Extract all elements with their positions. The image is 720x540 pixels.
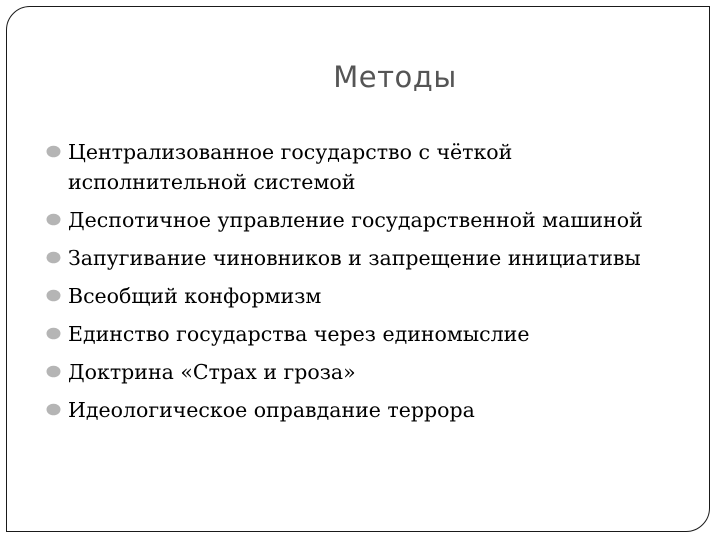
bullet-item: [46, 357, 666, 387]
oval-bullet-icon: [46, 251, 61, 264]
oval-bullet-icon: [46, 289, 61, 302]
bullet-text: Деспотичное управление государственной машиной: [68, 208, 643, 232]
bullet-item: [46, 395, 666, 425]
bullet-item: [46, 243, 666, 273]
oval-bullet-icon: [46, 403, 61, 416]
bullet-text: Всеобщий конформизм: [68, 284, 322, 308]
oval-bullet-icon: [46, 365, 61, 378]
bullet-text: Доктрина «Страх и гроза»: [68, 360, 356, 384]
bullet-text: Единство государства через единомыслие: [68, 322, 530, 346]
oval-bullet-icon: [46, 327, 61, 340]
bullet-text: Идеологическое оправдание террора: [68, 398, 475, 422]
bullet-text: Запугивание чиновников и запрещение инициативы: [68, 246, 641, 270]
bullet-item: [46, 319, 666, 349]
oval-bullet-icon: [46, 213, 61, 226]
slide-title: Методы: [333, 60, 457, 94]
bullet-list: [46, 137, 666, 433]
oval-bullet-icon: [46, 145, 61, 158]
bullet-text: Централизованное государство с чёткой исполнительной системой: [68, 140, 513, 194]
bullet-item: [46, 281, 666, 311]
bullet-item: [46, 137, 666, 197]
bullet-item: [46, 205, 666, 235]
